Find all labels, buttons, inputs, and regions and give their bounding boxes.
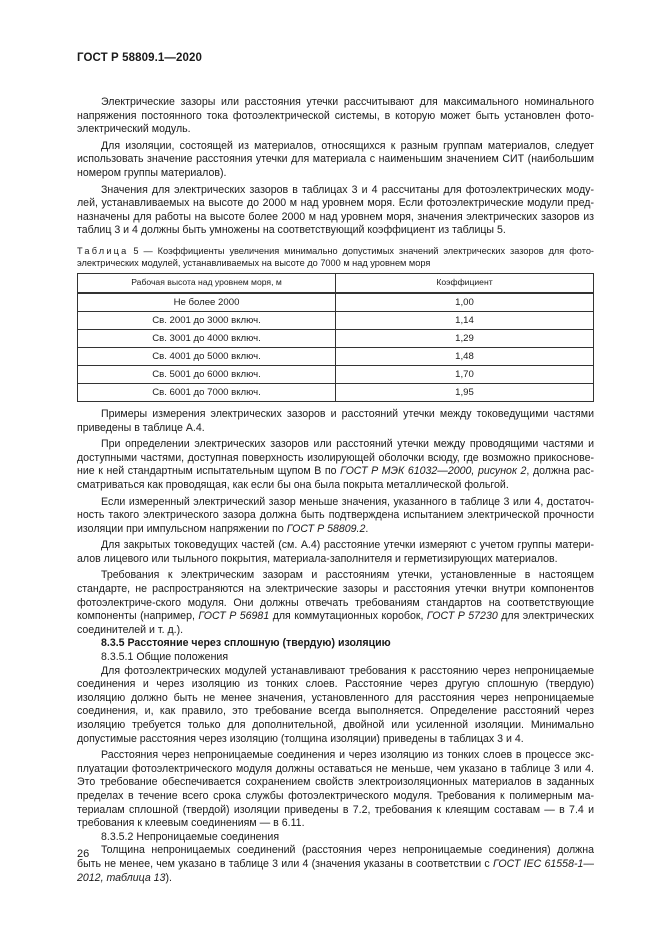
page-number: 26 xyxy=(77,848,90,860)
table-5-caption-text: 5 — Коэффициенты увеличения минимально допустимых значений электрических зазоров для фото-электрических модулей, устанавливаемых на высоте до 7000 м над уровнем моря xyxy=(77,245,594,268)
paragraph-thin-layers: Расстояния через непроницаемые соединения и через изоляцию из тонких слоев в процессе экс-плуатации фотоэлектрического модуля должны оставаться не меньше, чем указано в таблице 3 или 4. Это требование обеспечивается сохранением свойств электроизоляционных материалов в заданных пределах в течение всего срока службы фотоэлектрического модуля. Требования к полимерным ма-териалам сплошной (твердой) изоляции приведены в 7.2, требования к клеящим составам — в 7.4 и требования к клеевым соединениям — в 6.11. xyxy=(77,749,594,830)
cell-altitude: Св. 5001 до 6000 включ. xyxy=(78,365,336,383)
impulse-text-a: Если измеренный электрический зазор меньше значения, указанного в таблице 3 или 4, достаточ-ность такого электрического зазора должна быть подтверждена испытанием электрической прочности изоляции при импульсном напряжении по xyxy=(77,495,594,535)
table-5-label: Таблица xyxy=(77,245,129,256)
cell-coefficient: 1,29 xyxy=(336,329,594,347)
cell-coefficient: 1,14 xyxy=(336,311,594,329)
column-header-altitude: Рабочая высота над уровнем моря, м xyxy=(78,273,336,293)
reference-gost-r-58809-2: ГОСТ Р 58809.2 xyxy=(286,522,366,535)
paragraph-clearances-voltage: Электрические зазоры или расстояния утечки рассчитывают для максимального номинального напряжения постоянного тока фотоэлектрической системы, в которую может быть установлен фото-электрический модуль. xyxy=(77,96,594,136)
cell-coefficient: 1,70 xyxy=(336,365,594,383)
paragraph-general-provisions: Для фотоэлектрических модулей устанавливают требования к расстоянию через непроницаемые соединения и через изоляцию из тонких слоев. Расстояние через другую сплошную (твердую) изоляцию должно быть не менее значения, установленного для расстояния через непроницаемые соединения, и, как правило, это требование всегда выполняется. Определение расстояний через изоляцию требуется только для дополнительной, двойной или усиленной изоляции. Минимально допустимые расстояния через изоляцию (толщина изоляции) приведены в таблицах 3 и 4. xyxy=(77,664,594,745)
table-5 xyxy=(77,273,594,402)
document-header: ГОСТ Р 58809.1—2020 xyxy=(77,52,202,64)
page-content xyxy=(77,96,594,885)
cell-altitude: Св. 6001 до 7000 включ. xyxy=(78,383,336,401)
section-heading-8-3-5-2: 8.3.5.2 Непроницаемые соединения xyxy=(101,830,280,843)
reference-gost-r-57230: ГОСТ Р 57230 xyxy=(426,610,498,623)
requirements-text-a: Требования к электрическим зазорам и расстояниям утечки, установленные в настоящем стандарте, не распространяются на электрические зазоры и расстояния утечки внутри компонентов фотоэлектриче-ского модуля. Они должны отвечать требованиям стандартов на соответствующие компоненты (например, xyxy=(77,569,594,623)
cell-coefficient: 1,00 xyxy=(336,293,594,312)
paragraph-probe xyxy=(77,438,594,492)
paragraph-examples: Примеры измерения электрических зазоров и расстояний утечки между токоведущими частями приведены в таблице А.4. xyxy=(77,407,594,434)
section-heading-8-3-5-1: 8.3.5.1 Общие положения xyxy=(101,651,229,664)
table-row xyxy=(78,347,594,365)
table-row xyxy=(78,365,594,383)
paragraph-closed-parts: Для закрытых токоведущих частей (см. А.4) расстояние утечки измеряют с учетом группы матери-алов лицевого или тыльного покрытия, материала-заполнителя и герметизирующих материалов. xyxy=(77,539,594,565)
table-5-caption xyxy=(77,245,594,269)
probe-text-b: , должна рас-сматриваться как проводящая, как если бы она была покрыта металлической фольгой. xyxy=(77,465,594,491)
table-row xyxy=(78,311,594,329)
column-header-coefficient: Коэффициент xyxy=(336,273,594,293)
paragraph-impulse xyxy=(77,496,594,537)
table-row xyxy=(78,329,594,347)
probe-text-a: При определении электрических зазоров или расстояний утечки между проводящими частями и доступными частями, доступная поверхность изолирующей оболочки всюду, где возможно прикоснове-ние к ней стандартным испытательным щупом В по xyxy=(77,438,594,478)
reference-gost-r-56981: ГОСТ Р 56981 xyxy=(198,610,270,623)
requirements-text-b: для коммутационных коробок, xyxy=(269,610,427,623)
paragraph-material-groups: Для изоляции, состоящей из материалов, относящихся к разным группам материалов, следует использовать значение расстояния утечки для материала с наименьшим значением СИТ (наибольшим номером группы материалов). xyxy=(77,139,594,179)
cell-coefficient: 1,48 xyxy=(336,347,594,365)
table-row xyxy=(78,293,594,312)
reference-gost-iec-61558-1: ГОСТ IEC 61558-1—2012, таблица 13 xyxy=(77,857,594,884)
paragraph-joint-thickness xyxy=(77,844,594,885)
cell-altitude: Св. 2001 до 3000 включ. xyxy=(78,311,336,329)
requirements-text-c: для электрических соединителей и т. д.). xyxy=(77,610,594,636)
cell-altitude: Не более 2000 xyxy=(78,293,336,312)
cell-altitude: Св. 4001 до 5000 включ. xyxy=(78,347,336,365)
thickness-text-a: Толщина непроницаемых соединений (расстояния через непроницаемые соединения) должна быть не менее, чем указано в таблице 3 или 4 (значения указаны в соответствии с xyxy=(77,844,594,870)
paragraph-altitude: Значения для электрических зазоров в таблицах 3 и 4 рассчитаны для фотоэлектрических моду-лей, устанавливаемых на высоте до 2000 м над уровнем моря. Если фотоэлектрические модули пред-назначены для работы на высоте более 2000 м над уровнем моря, значения электрических зазоров из таблиц 3 и 4 должны быть умножены на соответствующий коэффициент из таблицы 5. xyxy=(77,183,594,237)
thickness-text-b: ). xyxy=(165,871,172,884)
table-header-row xyxy=(78,273,594,293)
cell-coefficient: 1,95 xyxy=(336,383,594,401)
paragraph-requirements xyxy=(77,569,594,637)
impulse-text-b: . xyxy=(365,522,369,535)
section-heading-8-3-5 xyxy=(77,637,594,651)
reference-gost-r-mek-61032: ГОСТ Р МЭК 61032—2000, рисунок 2 xyxy=(340,465,527,478)
table-row xyxy=(78,383,594,401)
cell-altitude: Св. 3001 до 4000 включ. xyxy=(78,329,336,347)
section-title-8-3-5: 8.3.5 Расстояние через сплошную (твердую) изоляцию xyxy=(101,637,391,650)
